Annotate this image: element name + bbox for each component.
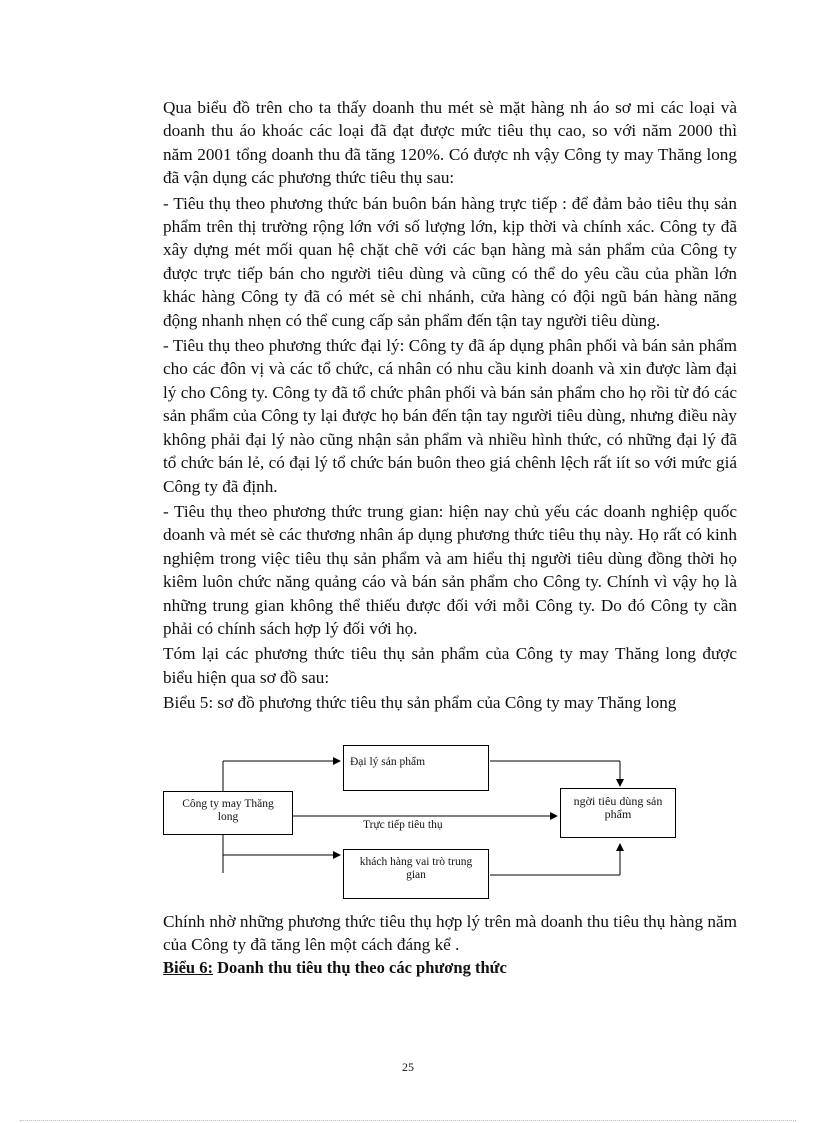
direct-sale-label: Trực tiếp tiêu thụ (363, 819, 443, 831)
source-box (163, 791, 293, 835)
consumer-box-label: ngời tiêu dùng sản phẩm (573, 794, 663, 821)
heading-prefix: Biểu 6: (163, 958, 213, 977)
paragraph-wholesale: - Tiêu thụ theo phương thức bán buôn bán hàng trực tiếp : để đảm bảo tiêu thụ sản phẩm trên thị trường rộng lớn với số lượng lớn, kịp thời và chính xác. Công ty đã xây dựng mét mối quan hệ chặt chẽ với các bạn hàng mà sản phẩm của Công ty được trực tiếp bán cho người tiêu dùng và cũng có thể do yêu cầu của phần lớn khác hàng Công ty đã có mét sè chi nhánh, cửa hàng có đội ngũ bán hàng năng động nhanh nhẹn có thể cung cấp sản phẩm đến tận tay người tiêu dùng. (163, 193, 737, 330)
consumer-box (560, 788, 676, 838)
agent-box (343, 745, 489, 791)
distribution-diagram (160, 745, 680, 905)
paragraph-summary: Tóm lại các phương thức tiêu thụ sản phẩm của Công ty may Thăng long được biểu hiện qua sơ đồ sau: (163, 644, 737, 687)
page-number: 25 (402, 1060, 414, 1074)
paragraph-closing: Chính nhờ những phương thức tiêu thụ hợp lý trên mà doanh thu tiêu thụ hàng năm của Công ty đã tăng lên một cách đáng kể . (163, 912, 737, 955)
paragraph-intermediary: - Tiêu thụ theo phương thức trung gian: hiện nay chủ yếu các doanh nghiệp quốc doanh và mét sè các thương nhân áp dụng phương thức tiêu thụ này. Họ rất có kinh nghiệm trong việc tiêu thụ sản phẩm và am hiểu thị người tiêu dùng đồng thời họ kiêm luôn chức năng quảng cáo và bán sản phẩm cho Công ty. Chính vì vậy họ là những trung gian không thể thiếu được đối với mỗi Công ty. Do đó Công ty cần phải có chính sách hợp lý đối với họ. (163, 501, 737, 638)
paragraph-agency: - Tiêu thụ theo phương thức đại lý: Công ty đã áp dụng phân phối và bán sản phẩm cho các đôn vị và các tổ chức, cá nhân có nhu cầu kinh doanh và xin được làm đại lý cho Công ty. Công ty đã tổ chức phân phối và bán sản phẩm cho họ rồi từ đó các sản phẩm của Công ty lại được họ bán đến tận tay người tiêu dùng, nhưng điều này không phải đại lý nào cũng nhận sản phẩm và nhiều hình thức, có những đại lý đã tổ chức bán lẻ, có đại lý tổ chức bán buôn theo giá chênh lệch rất iít so với mức giá Công ty đã định. (163, 336, 737, 496)
figure-caption: Biểu 5: sơ đồ phương thức tiêu thụ sản phẩm của Công ty may Thăng long (163, 693, 677, 713)
source-box-label: Công ty may Thăng long (182, 798, 274, 823)
next-section-heading (163, 958, 507, 978)
middleman-box-label: khách hàng vai trò trung gian (359, 856, 473, 881)
agent-box-label: Đại lý sản phẩm (350, 756, 426, 768)
heading-title: Doanh thu tiêu thụ theo các phương thức (212, 958, 507, 977)
closing-text (163, 910, 737, 957)
middleman-box (343, 849, 489, 899)
page-bottom-divider (20, 1120, 796, 1121)
body-text (163, 96, 737, 715)
paragraph-intro: Qua biểu đồ trên cho ta thấy doanh thu mét sè mặt hàng nh áo sơ mi các loại và doanh thu áo khoác các loại đã đạt được mức tiêu thụ cao, so với năm 2000 thì năm 2001 tổng doanh thu đã tăng 120%. Có được nh vậy Công ty may Thăng long đã vận dụng các phương thức tiêu thụ sau: (163, 98, 737, 188)
